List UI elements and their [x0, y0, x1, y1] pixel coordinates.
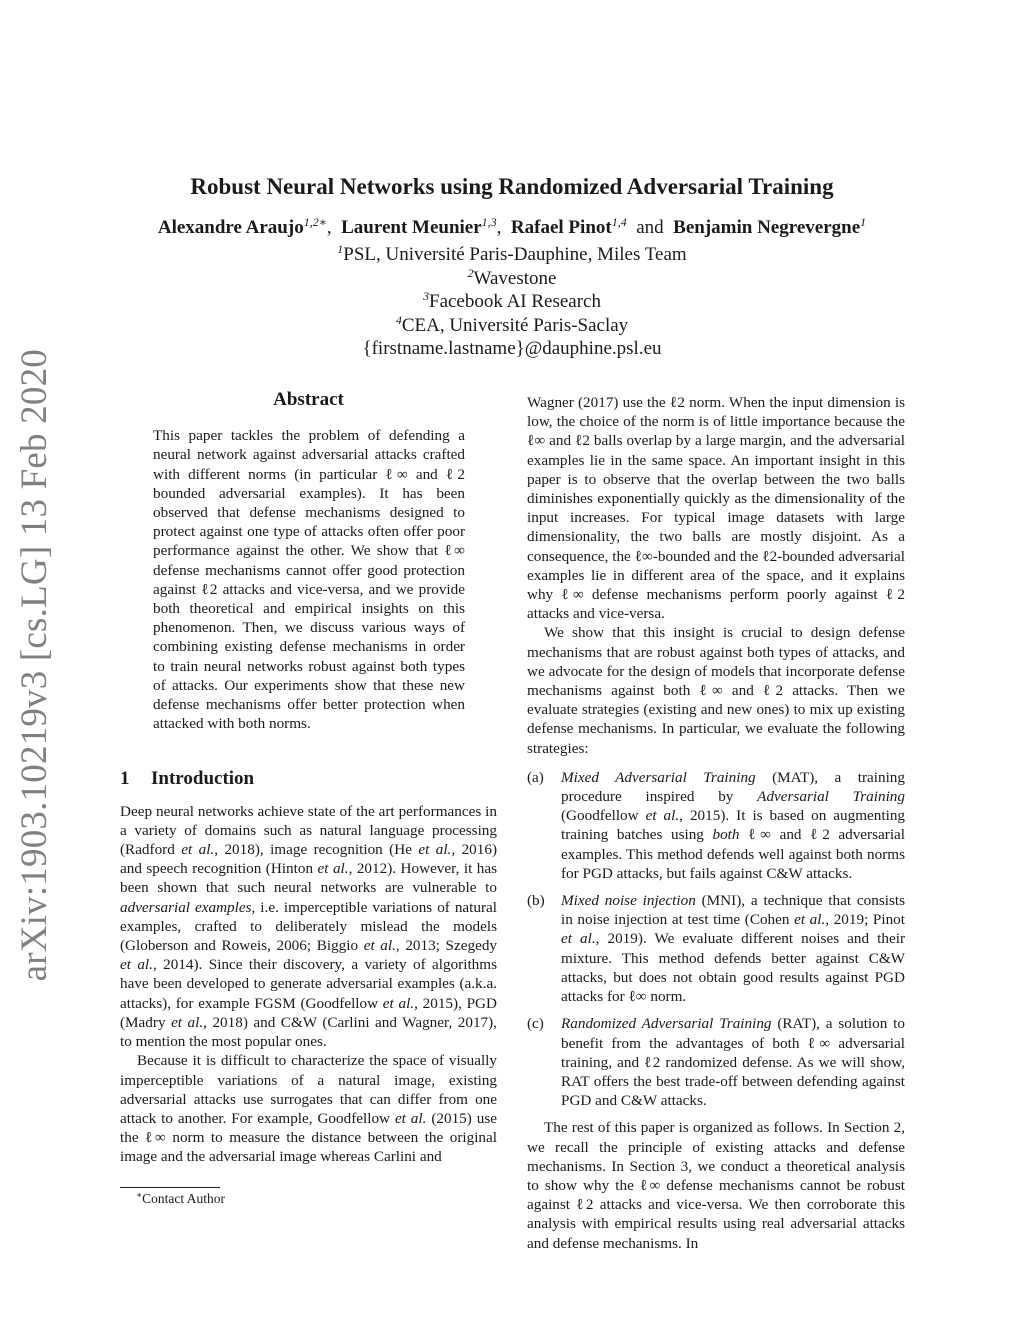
- list-item: [527, 768, 905, 883]
- list-item-text: Randomized Adversarial Training (RAT), a solution to benefit from the advantages of both ℓ∞ adversarial training, and ℓ2 randomized defense. As we will show, RAT offers the best trade-off between defending against PGD and C&W attacks.: [561, 1015, 905, 1110]
- author-name: Benjamin Negrevergne: [673, 217, 861, 238]
- right-paragraph-2: We show that this insight is crucial to design defense mechanisms that are robust against both types of attacks, and we advocate for the design of models that incorporate defense mechanisms against both ℓ∞ and ℓ2 attacks. Then we evaluate strategies (existing and new ones) to mix up existing defense mechanisms. In particular, we evaluate the following strategies:: [527, 624, 905, 757]
- author-sup: 1,3: [481, 215, 497, 229]
- author-sup: 1,4: [611, 215, 627, 229]
- affiliation: [100, 267, 924, 291]
- affiliation-text: Wavestone: [473, 267, 557, 289]
- affiliation-sup: 4: [395, 312, 402, 327]
- affiliation-sup: 3: [423, 289, 429, 303]
- affiliation: [100, 314, 924, 338]
- arxiv-watermark: [6, 348, 62, 982]
- author-sup: 1: [860, 215, 867, 229]
- arxiv-id: arXiv:1903.10219v3 [cs.LG] 13 Feb 2020: [13, 348, 55, 982]
- author-list: [80, 217, 944, 239]
- section-number: 1: [120, 768, 130, 790]
- strategy-list: [527, 768, 905, 1110]
- list-item: [527, 891, 905, 1006]
- author-name: Rafael Pinot: [510, 217, 612, 238]
- list-item: [527, 1014, 905, 1110]
- list-item-label: (b): [527, 892, 545, 910]
- list-item-label: (c): [527, 1015, 544, 1033]
- abstract-heading: Abstract: [273, 389, 344, 410]
- affiliation: [100, 290, 924, 314]
- list-item-text: Mixed Adversarial Training (MAT), a training procedure inspired by Adversarial Training (Goodfellow et al., 2015). It is based on augmenting training batches using both ℓ∞ and ℓ2 adversarial examples. This method defends well against both norms for PGD attacks, but fails against C&W attacks.: [561, 768, 906, 882]
- list-item-label: (a): [527, 768, 544, 786]
- intro-paragraph-2: Because it is difficult to characterize the space of visually imperceptible variations of a natural image, existing adversarial attacks use surrogates that can differ from one attack to another. For example, Goodfellow et al. (2015) use the ℓ∞ norm to measure the distance between the original image and the adversarial image whereas Carlini and: [120, 1052, 497, 1166]
- author-and: and: [636, 217, 664, 238]
- author-name: Alexandre Araujo: [157, 217, 304, 238]
- author-separator: ,: [496, 217, 502, 238]
- right-column: [527, 393, 905, 1253]
- affiliation-text: CEA, Université Paris-Saclay: [401, 314, 629, 336]
- author-name: Laurent Meunier: [341, 217, 482, 238]
- affiliations: [100, 243, 924, 361]
- section-title: Introduction: [151, 768, 255, 790]
- section-heading: [120, 769, 497, 788]
- right-paragraph-1: Wagner (2017) use the ℓ2 norm. When the input dimension is low, the choice of the norm is of little importance because the ℓ∞ and ℓ2 balls overlap by a large margin, and the adversarial examples lie in the same space. An important insight in this paper is to observe that the overlap between the two balls diminishes exponentially quickly as the dimensionality of the input increases. For typical image datasets with large dimensionality, the two balls are mostly disjoint. As a consequence, the ℓ∞-bounded and the ℓ2-bounded adversarial examples lie in different area of the space, and it explains why ℓ∞ defense mechanisms perform poorly against ℓ2 attacks and vice-versa.: [527, 394, 905, 623]
- author-separator: ,: [326, 217, 332, 238]
- author-sup: 1,2∗: [303, 215, 327, 229]
- email: {firstname.lastname}@dauphine.psl.eu: [362, 338, 662, 359]
- affiliation-text: Facebook AI Research: [429, 291, 601, 312]
- footnote: [136, 1191, 225, 1207]
- affiliation-sup: 2: [467, 265, 474, 280]
- paper-title: Robust Neural Networks using Randomized Adversarial Training: [190, 174, 834, 199]
- intro-paragraph-1: Deep neural networks achieve state of the art performances in a variety of domains such as natural language processing (Radford et al., 2018), image recognition (He et al., 2016) and speech recognition (Hinton et al., 2012). However, it has been shown that such neural networks are vulnerable to adversarial examples, i.e. imperceptible variations of natural examples, crafted to deliberately mislead the models (Globerson and Roweis, 2006; Biggio et al., 2013; Szegedy et al., 2014). Since their discovery, a variety of algorithms have been developed to generate adversarial examples (a.k.a. attacks), for example FGSM (Goodfellow et al., 2015), PGD (Madry et al., 2018) and C&W (Carlini and Wagner, 2017), to mention the most popular ones.: [120, 802, 498, 1051]
- right-paragraph-3: The rest of this paper is organized as follows. In Section 2, we recall the principle of existing attacks and defense mechanisms. In Section 3, we conduct a theoretical analysis to show why the ℓ∞ defense mechanisms cannot be robust against ℓ2 attacks and vice-versa. We then corroborate this analysis with empirical results using real adversarial attacks and defense mechanisms. In: [527, 1119, 905, 1252]
- affiliation-sup: 1: [337, 242, 344, 256]
- footnote-divider: [120, 1187, 220, 1188]
- affiliation: [100, 243, 924, 267]
- footnote-mark: ∗: [136, 1190, 143, 1200]
- affiliation-text: PSL, Université Paris-Dauphine, Miles Team: [343, 244, 687, 265]
- abstract-text: This paper tackles the problem of defending a neural network against adversarial attacks crafted with different norms (in particular ℓ∞ and ℓ2 bounded adversarial examples). It has been observed that defense mechanisms designed to protect against one type of attacks often offer poor performance against the other. We show that ℓ∞ defense mechanisms cannot offer good protection against ℓ2 attacks and vice-versa, and we provide both theoretical and empirical insights on this phenomenon. Then, we discuss various ways of combining existing defense mechanisms in order to train neural networks robust against both types of attacks. Our experiments show that these new defense mechanisms offer better protection when attacked with both norms.: [153, 427, 465, 733]
- footnote-text: Contact Author: [142, 1191, 225, 1206]
- left-column: [120, 390, 497, 1167]
- list-item-text: Mixed noise injection (MNI), a technique that consists in noise injection at test time (Cohen et al., 2019; Pinot et al., 2019). We evaluate different noises and their mixture. This method defends better against C&W attacks, but does not obtain good results against PGD attacks for ℓ∞ norm.: [561, 892, 906, 1006]
